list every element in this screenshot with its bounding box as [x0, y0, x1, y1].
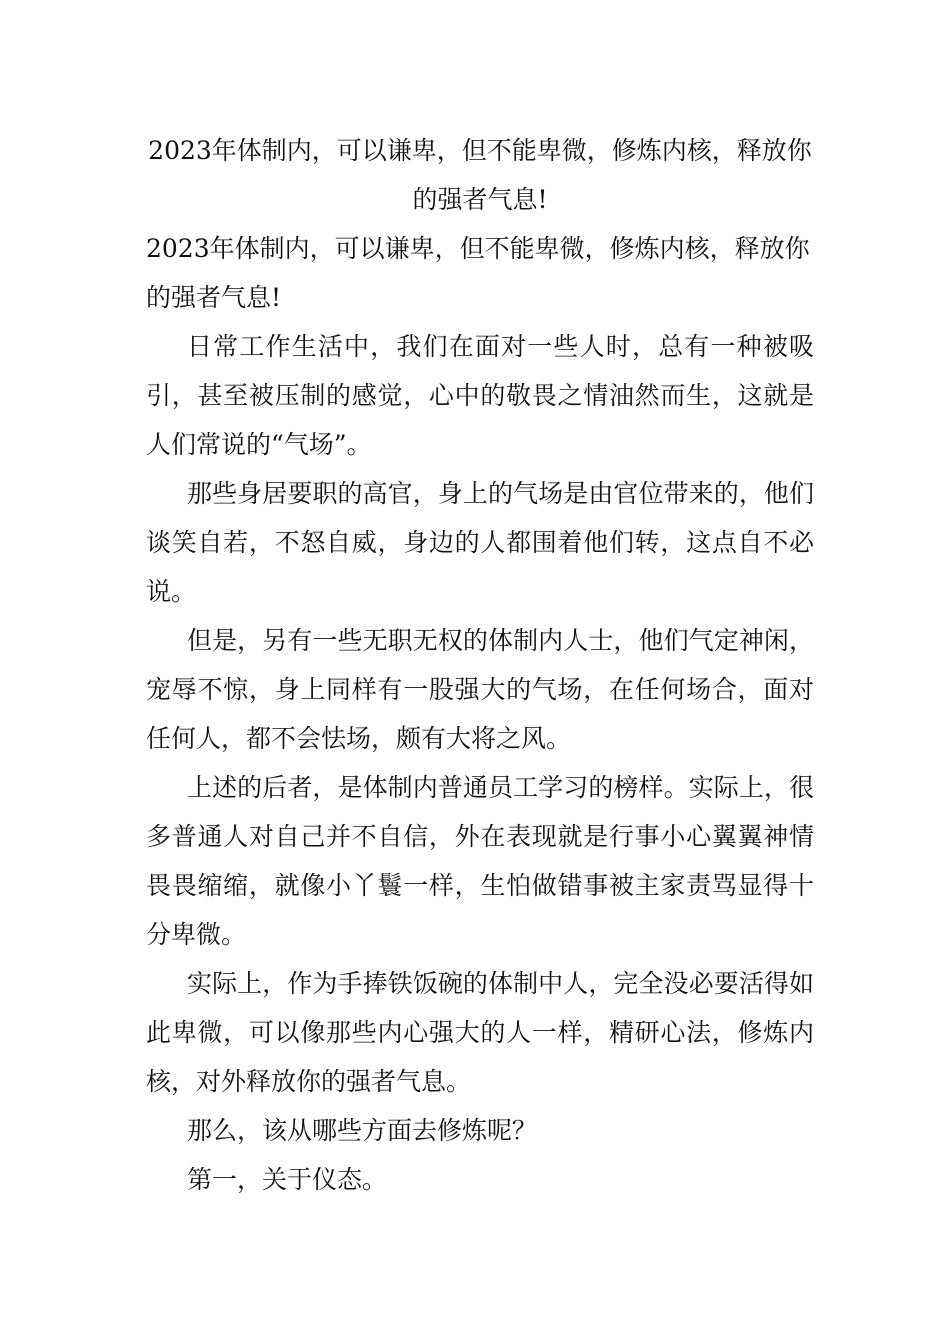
document-subtitle: 2023年体制内，可以谦卑，但不能卑微，修炼内核，释放你的强者气息!	[146, 234, 810, 312]
paragraph-7: 第一，关于仪态。	[187, 1165, 388, 1194]
paragraph-6: 那么，该从哪些方面去修炼呢？	[187, 1116, 538, 1145]
paragraph-2: 那些身居要职的高官，身上的气场是由官位带来的，他们谈笑自若，不怒自威，身边的人都围着他们转，这点自不必说。	[146, 479, 814, 606]
paragraph-3: 但是，另有一些无职无权的体制内人士，他们气定神闲，宠辱不惊，身上同样有一股强大的气场，在任何场合，面对任何人，都不会怯场，颇有大将之风。	[146, 626, 814, 753]
paragraph-5: 实际上，作为手捧铁饭碗的体制中人，完全没必要活得如此卑微，可以像那些内心强大的人一样，精研心法，修炼内核，对外释放你的强者气息。	[146, 969, 814, 1096]
paragraph-1: 日常工作生活中，我们在面对一些人时，总有一种被吸引，甚至被压制的感觉，心中的敬畏之情油然而生，这就是人们常说的“气场”。	[146, 332, 814, 459]
document-body	[146, 126, 814, 1204]
paragraph-4: 上述的后者，是体制内普通员工学习的榜样。实际上，很多普通人对自己并不自信，外在表现就是行事小心翼翼神情畏畏缩缩，就像小丫鬟一样，生怕做错事被主家责骂显得十分卑微。	[146, 773, 814, 949]
document-title: 2023年体制内，可以谦卑，但不能卑微，修炼内核，释放你的强者气息!	[148, 136, 812, 214]
